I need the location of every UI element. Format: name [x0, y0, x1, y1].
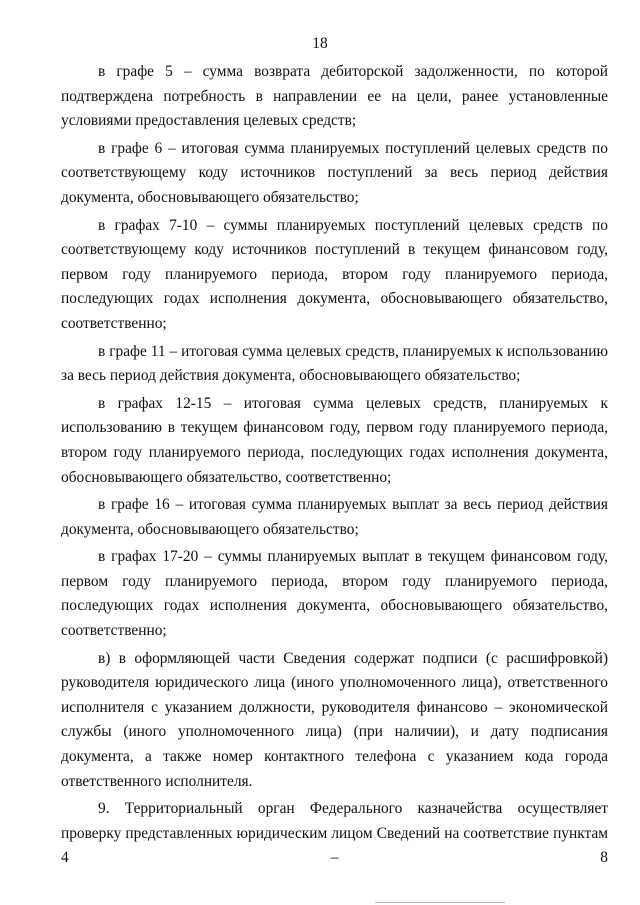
- paragraph-column-11: в графе 11 – итоговая сумма целевых средств, планируемых к использованию за весь период действия документа, обосновывающего обязательство;: [61, 342, 608, 385]
- paragraph-column-5: в графе 5 – сумма возврата дебиторской задолженности, по которой подтверждена потребность в направлении ее на цели, ранее установленные условиями предоставления целевых средств;: [61, 63, 608, 130]
- scan-edge-line: [375, 902, 505, 903]
- paragraph-signature-section: в) в оформляющей части Сведения содержат подписи (с расшифровкой) руководителя юридического лица (иного уполномоченного лица), ответственного исполнителя с указанием должности, руководителя финансово – экономической службы (иного уполномоченного лица) (при наличии), и дату подписания документа, а также номер контактного телефона с указанием кода города ответственного исполнителя.: [61, 649, 608, 790]
- paragraph-columns-17-20: в графах 17-20 – суммы планируемых выплат в текущем финансовом году, первом году планируемого периода, втором году планируемого периода, последующих годах исполнения документа, обосновывающего обязательство, соответственно;: [61, 548, 608, 640]
- page-number: 18: [312, 35, 328, 52]
- paragraph-item-9: 9. Территориальный орган Федерального казначейства осуществляет проверку представленных юридическим лицом Сведений на соответствие пунктам 4 – 8: [61, 800, 608, 867]
- document-body: [61, 60, 608, 874]
- paragraph-column-16: в графе 16 – итоговая сумма планируемых выплат за весь период действия документа, обосновывающего обязательство;: [61, 496, 608, 538]
- paragraph-columns-12-15: в графах 12-15 – итоговая сумма целевых средств, планируемых к использованию в текущем финансовом году, первом году планируемого периода, втором году планируемого периода, последующих годах исполнения документа, обосновывающего обязательство, соответственно;: [61, 394, 608, 486]
- paragraph-column-6: в графе 6 – итоговая сумма планируемых поступлений целевых средств по соответствующему коду источников поступлений за весь период действия документа, обосновывающего обязательство;: [61, 139, 608, 206]
- paragraph-columns-7-10: в графах 7-10 – суммы планируемых поступлений целевых средств по соответствующему коду источников поступлений в текущем финансовом году, первом году планируемого периода, втором году планируемого периода, последующих годах исполнения документа, обосновывающего обязательство, соответственно;: [61, 216, 608, 332]
